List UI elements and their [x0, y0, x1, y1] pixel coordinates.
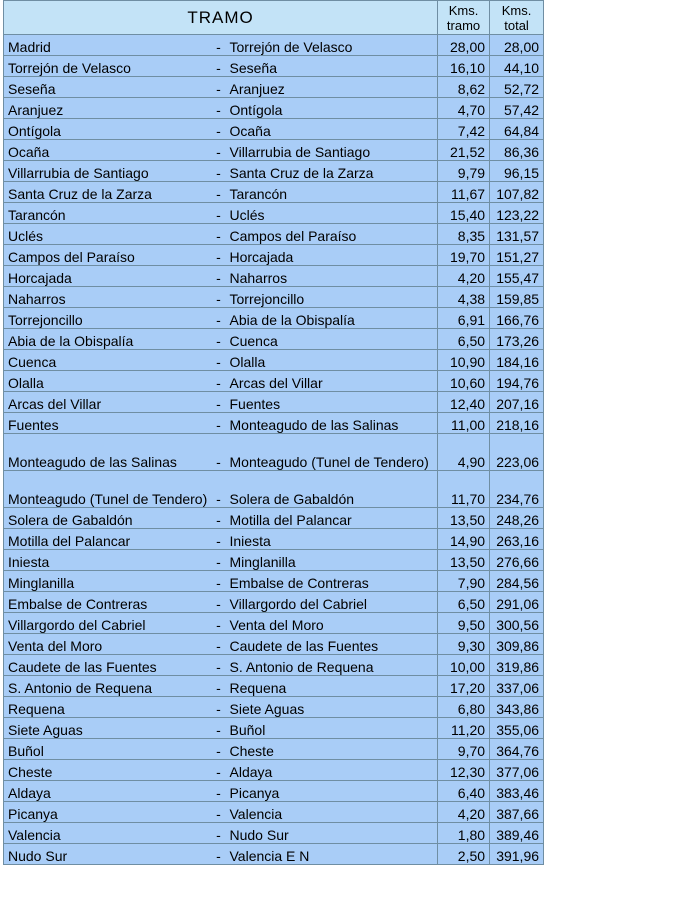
table-row: [4, 224, 544, 245]
from-cell: Olalla: [4, 371, 212, 392]
km-total-cell: 383,46: [490, 781, 544, 802]
km-total-cell: 123,22: [490, 203, 544, 224]
from-cell: Monteagudo de las Salinas: [4, 434, 212, 471]
km-total-cell: 44,10: [490, 56, 544, 77]
to-cell: Valencia: [226, 802, 438, 823]
table-row: [4, 98, 544, 119]
km-tramo-cell: 6,40: [438, 781, 490, 802]
km-tramo-cell: 13,50: [438, 508, 490, 529]
table-row: [4, 266, 544, 287]
from-cell: Arcas del Villar: [4, 392, 212, 413]
table-row: [4, 550, 544, 571]
to-cell: Embalse de Contreras: [226, 571, 438, 592]
km-total-cell: 284,56: [490, 571, 544, 592]
km-tramo-cell: 6,50: [438, 592, 490, 613]
table-row: [4, 56, 544, 77]
dash-cell: -: [212, 434, 226, 471]
dash-cell: -: [212, 471, 226, 508]
to-cell: Valencia E N: [226, 844, 438, 865]
table-row: [4, 529, 544, 550]
dash-cell: -: [212, 697, 226, 718]
dash-cell: -: [212, 592, 226, 613]
km-total-cell: 364,76: [490, 739, 544, 760]
km-total-cell: 173,26: [490, 329, 544, 350]
to-cell: Abia de la Obispalía: [226, 308, 438, 329]
dash-cell: -: [212, 676, 226, 697]
table-row: [4, 844, 544, 865]
km-total-cell: 64,84: [490, 119, 544, 140]
from-cell: S. Antonio de Requena: [4, 676, 212, 697]
table-row: [4, 329, 544, 350]
table-row: [4, 35, 544, 56]
from-cell: Picanya: [4, 802, 212, 823]
km-tramo-cell: 6,91: [438, 308, 490, 329]
header-tramo: TRAMO: [4, 1, 438, 35]
table-row: [4, 802, 544, 823]
from-cell: Nudo Sur: [4, 844, 212, 865]
table-row: [4, 655, 544, 676]
from-cell: Cuenca: [4, 350, 212, 371]
from-cell: Siete Aguas: [4, 718, 212, 739]
km-tramo-cell: 6,80: [438, 697, 490, 718]
km-total-cell: 355,06: [490, 718, 544, 739]
dash-cell: -: [212, 844, 226, 865]
km-total-cell: 131,57: [490, 224, 544, 245]
from-cell: Caudete de las Fuentes: [4, 655, 212, 676]
table-row: [4, 434, 544, 471]
km-total-cell: 207,16: [490, 392, 544, 413]
table-row: [4, 350, 544, 371]
to-cell: Nudo Sur: [226, 823, 438, 844]
table-row: [4, 371, 544, 392]
to-cell: Siete Aguas: [226, 697, 438, 718]
km-total-cell: 151,27: [490, 245, 544, 266]
km-tramo-cell: 4,38: [438, 287, 490, 308]
to-cell: Aldaya: [226, 760, 438, 781]
from-cell: Madrid: [4, 35, 212, 56]
km-tramo-cell: 4,70: [438, 98, 490, 119]
from-cell: Venta del Moro: [4, 634, 212, 655]
to-cell: Venta del Moro: [226, 613, 438, 634]
from-cell: Cheste: [4, 760, 212, 781]
km-tramo-cell: 4,90: [438, 434, 490, 471]
dash-cell: -: [212, 413, 226, 434]
km-total-cell: 391,96: [490, 844, 544, 865]
table-row: [4, 245, 544, 266]
to-cell: Torrejoncillo: [226, 287, 438, 308]
table-row: [4, 571, 544, 592]
table-row: [4, 140, 544, 161]
dash-cell: -: [212, 266, 226, 287]
km-tramo-cell: 16,10: [438, 56, 490, 77]
table-row: [4, 634, 544, 655]
km-total-cell: 166,76: [490, 308, 544, 329]
table-row: [4, 613, 544, 634]
dash-cell: -: [212, 760, 226, 781]
table-row: [4, 760, 544, 781]
header-km-total: [490, 1, 544, 35]
to-cell: Motilla del Palancar: [226, 508, 438, 529]
table-row: [4, 182, 544, 203]
table-row: [4, 471, 544, 508]
table-row: [4, 119, 544, 140]
to-cell: Arcas del Villar: [226, 371, 438, 392]
km-tramo-cell: 9,30: [438, 634, 490, 655]
to-cell: Solera de Gabaldón: [226, 471, 438, 508]
to-cell: Cheste: [226, 739, 438, 760]
from-cell: Motilla del Palancar: [4, 529, 212, 550]
dash-cell: -: [212, 203, 226, 224]
dash-cell: -: [212, 739, 226, 760]
to-cell: Olalla: [226, 350, 438, 371]
table-row: [4, 676, 544, 697]
table-row: [4, 697, 544, 718]
km-total-cell: 389,46: [490, 823, 544, 844]
from-cell: Buñol: [4, 739, 212, 760]
km-total-cell: 52,72: [490, 77, 544, 98]
from-cell: Torrejón de Velasco: [4, 56, 212, 77]
table-row: [4, 308, 544, 329]
from-cell: Naharros: [4, 287, 212, 308]
km-tramo-cell: 13,50: [438, 550, 490, 571]
dash-cell: -: [212, 308, 226, 329]
table-row: [4, 413, 544, 434]
to-cell: Torrejón de Velasco: [226, 35, 438, 56]
km-total-cell: 218,16: [490, 413, 544, 434]
to-cell: Fuentes: [226, 392, 438, 413]
from-cell: Aranjuez: [4, 98, 212, 119]
from-cell: Monteagudo (Tunel de Tendero): [4, 471, 212, 508]
header-km-tramo-line2: tramo: [446, 17, 481, 33]
km-total-cell: 343,86: [490, 697, 544, 718]
km-total-cell: 223,06: [490, 434, 544, 471]
table-row: [4, 287, 544, 308]
km-tramo-cell: 11,20: [438, 718, 490, 739]
km-tramo-cell: 9,79: [438, 161, 490, 182]
to-cell: Naharros: [226, 266, 438, 287]
km-tramo-cell: 8,62: [438, 77, 490, 98]
from-cell: Aldaya: [4, 781, 212, 802]
dash-cell: -: [212, 571, 226, 592]
from-cell: Campos del Paraíso: [4, 245, 212, 266]
route-body: [4, 35, 544, 865]
dash-cell: -: [212, 781, 226, 802]
from-cell: Abia de la Obispalía: [4, 329, 212, 350]
from-cell: Iniesta: [4, 550, 212, 571]
dash-cell: -: [212, 718, 226, 739]
from-cell: Solera de Gabaldón: [4, 508, 212, 529]
from-cell: Uclés: [4, 224, 212, 245]
table-row: [4, 823, 544, 844]
km-tramo-cell: 10,90: [438, 350, 490, 371]
km-total-cell: 28,00: [490, 35, 544, 56]
km-total-cell: 107,82: [490, 182, 544, 203]
to-cell: S. Antonio de Requena: [226, 655, 438, 676]
from-cell: Ontígola: [4, 119, 212, 140]
from-cell: Ocaña: [4, 140, 212, 161]
table-row: [4, 203, 544, 224]
from-cell: Torrejoncillo: [4, 308, 212, 329]
dash-cell: -: [212, 224, 226, 245]
table-row: [4, 718, 544, 739]
km-total-cell: 276,66: [490, 550, 544, 571]
km-tramo-cell: 15,40: [438, 203, 490, 224]
dash-cell: -: [212, 802, 226, 823]
dash-cell: -: [212, 508, 226, 529]
km-total-cell: 155,47: [490, 266, 544, 287]
dash-cell: -: [212, 98, 226, 119]
to-cell: Monteagudo de las Salinas: [226, 413, 438, 434]
km-total-cell: 234,76: [490, 471, 544, 508]
from-cell: Tarancón: [4, 203, 212, 224]
table-row: [4, 592, 544, 613]
km-tramo-cell: 7,90: [438, 571, 490, 592]
km-tramo-cell: 17,20: [438, 676, 490, 697]
to-cell: Villarrubia de Santiago: [226, 140, 438, 161]
table-row: [4, 392, 544, 413]
km-total-cell: 387,66: [490, 802, 544, 823]
dash-cell: -: [212, 77, 226, 98]
km-tramo-cell: 4,20: [438, 266, 490, 287]
table-row: [4, 508, 544, 529]
header-km-tramo-line1: Kms.: [448, 2, 479, 18]
from-cell: Seseña: [4, 77, 212, 98]
to-cell: Horcajada: [226, 245, 438, 266]
to-cell: Villargordo del Cabriel: [226, 592, 438, 613]
to-cell: Tarancón: [226, 182, 438, 203]
km-total-cell: 159,85: [490, 287, 544, 308]
km-tramo-cell: 28,00: [438, 35, 490, 56]
to-cell: Caudete de las Fuentes: [226, 634, 438, 655]
km-tramo-cell: 19,70: [438, 245, 490, 266]
route-table: [3, 0, 544, 865]
km-total-cell: 337,06: [490, 676, 544, 697]
km-tramo-cell: 12,30: [438, 760, 490, 781]
header-km-total-line2: total: [504, 17, 529, 33]
to-cell: Picanya: [226, 781, 438, 802]
dash-cell: -: [212, 655, 226, 676]
table-row: [4, 781, 544, 802]
km-tramo-cell: 1,80: [438, 823, 490, 844]
km-total-cell: 248,26: [490, 508, 544, 529]
from-cell: Villarrubia de Santiago: [4, 161, 212, 182]
dash-cell: -: [212, 823, 226, 844]
dash-cell: -: [212, 287, 226, 308]
km-tramo-cell: 7,42: [438, 119, 490, 140]
dash-cell: -: [212, 140, 226, 161]
table-row: [4, 161, 544, 182]
km-tramo-cell: 4,20: [438, 802, 490, 823]
dash-cell: -: [212, 35, 226, 56]
to-cell: Santa Cruz de la Zarza: [226, 161, 438, 182]
dash-cell: -: [212, 182, 226, 203]
dash-cell: -: [212, 550, 226, 571]
km-total-cell: 377,06: [490, 760, 544, 781]
header-km-tramo: [438, 1, 490, 35]
table-row: [4, 77, 544, 98]
from-cell: Valencia: [4, 823, 212, 844]
km-tramo-cell: 2,50: [438, 844, 490, 865]
km-total-cell: 194,76: [490, 371, 544, 392]
dash-cell: -: [212, 613, 226, 634]
km-tramo-cell: 14,90: [438, 529, 490, 550]
to-cell: Buñol: [226, 718, 438, 739]
km-total-cell: 263,16: [490, 529, 544, 550]
dash-cell: -: [212, 529, 226, 550]
to-cell: Iniesta: [226, 529, 438, 550]
header-row: [4, 1, 544, 35]
to-cell: Requena: [226, 676, 438, 697]
to-cell: Cuenca: [226, 329, 438, 350]
km-total-cell: 319,86: [490, 655, 544, 676]
to-cell: Ontígola: [226, 98, 438, 119]
from-cell: Fuentes: [4, 413, 212, 434]
km-tramo-cell: 8,35: [438, 224, 490, 245]
header-km-total-line1: Kms.: [501, 2, 532, 18]
km-tramo-cell: 11,00: [438, 413, 490, 434]
dash-cell: -: [212, 245, 226, 266]
to-cell: Uclés: [226, 203, 438, 224]
from-cell: Santa Cruz de la Zarza: [4, 182, 212, 203]
km-tramo-cell: 6,50: [438, 329, 490, 350]
dash-cell: -: [212, 350, 226, 371]
from-cell: Embalse de Contreras: [4, 592, 212, 613]
km-tramo-cell: 11,67: [438, 182, 490, 203]
dash-cell: -: [212, 371, 226, 392]
km-total-cell: 184,16: [490, 350, 544, 371]
to-cell: Campos del Paraíso: [226, 224, 438, 245]
km-tramo-cell: 9,50: [438, 613, 490, 634]
dash-cell: -: [212, 329, 226, 350]
km-tramo-cell: 10,60: [438, 371, 490, 392]
km-total-cell: 96,15: [490, 161, 544, 182]
table-row: [4, 739, 544, 760]
from-cell: Requena: [4, 697, 212, 718]
to-cell: Aranjuez: [226, 77, 438, 98]
km-tramo-cell: 9,70: [438, 739, 490, 760]
from-cell: Minglanilla: [4, 571, 212, 592]
km-total-cell: 309,86: [490, 634, 544, 655]
to-cell: Seseña: [226, 56, 438, 77]
dash-cell: -: [212, 392, 226, 413]
km-total-cell: 57,42: [490, 98, 544, 119]
km-tramo-cell: 21,52: [438, 140, 490, 161]
dash-cell: -: [212, 161, 226, 182]
to-cell: Monteagudo (Tunel de Tendero): [226, 434, 438, 471]
km-total-cell: 300,56: [490, 613, 544, 634]
from-cell: Horcajada: [4, 266, 212, 287]
km-tramo-cell: 12,40: [438, 392, 490, 413]
to-cell: Ocaña: [226, 119, 438, 140]
km-total-cell: 291,06: [490, 592, 544, 613]
to-cell: Minglanilla: [226, 550, 438, 571]
km-tramo-cell: 10,00: [438, 655, 490, 676]
km-tramo-cell: 11,70: [438, 471, 490, 508]
km-total-cell: 86,36: [490, 140, 544, 161]
dash-cell: -: [212, 119, 226, 140]
dash-cell: -: [212, 56, 226, 77]
dash-cell: -: [212, 634, 226, 655]
from-cell: Villargordo del Cabriel: [4, 613, 212, 634]
